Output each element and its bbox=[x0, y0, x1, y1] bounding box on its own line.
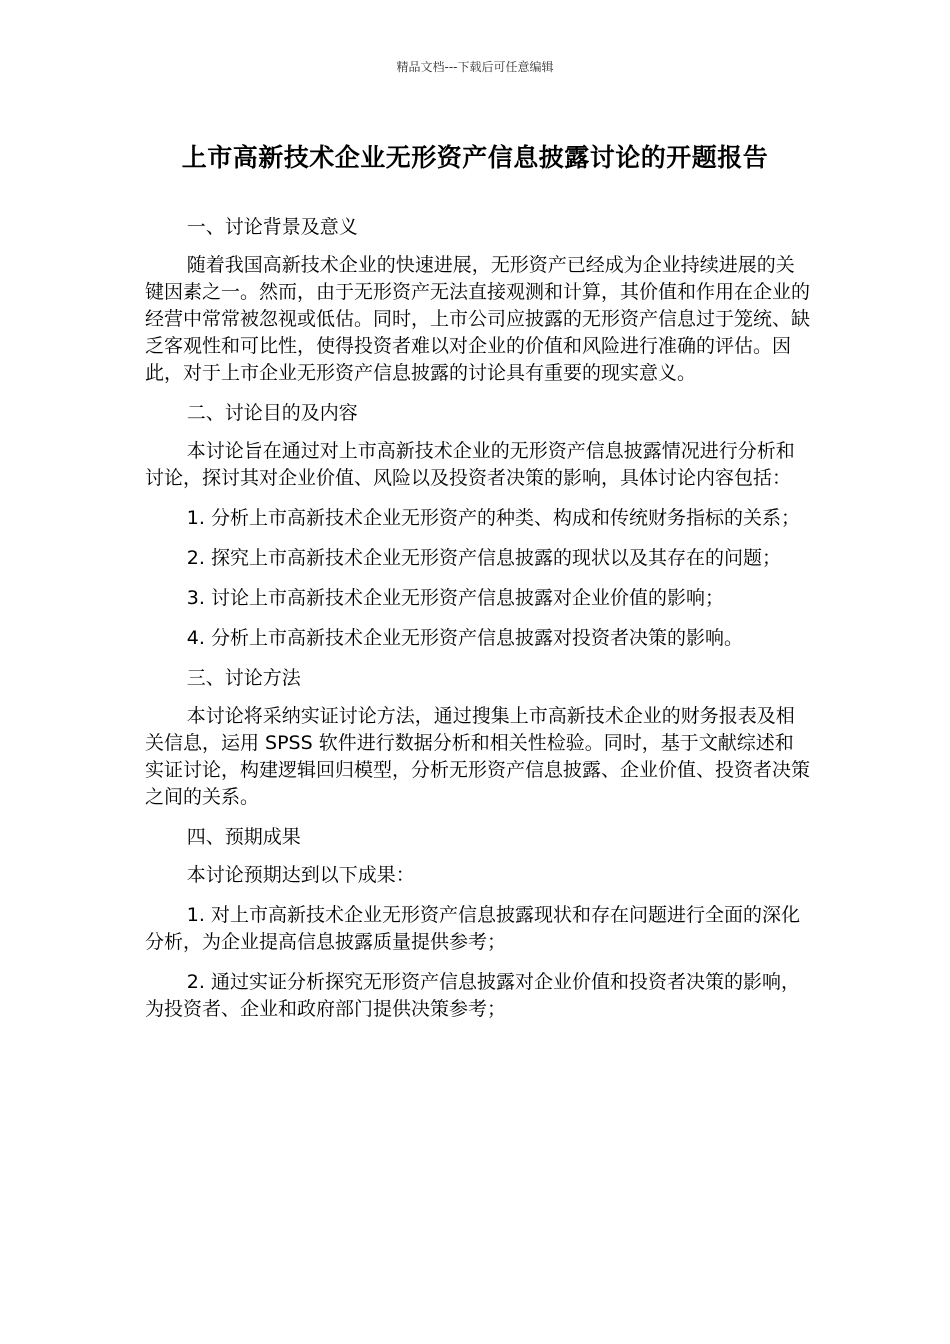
list-item: 1. 对上市高新技术企业无形资产信息披露现状和存在问题进行全面的深化分析，为企业提高信息披露质量提供参考； bbox=[145, 904, 800, 953]
body-paragraph: 本讨论预期达到以下成果： bbox=[186, 864, 415, 886]
body-paragraph: 本讨论将采纳实证讨论方法，通过搜集上市高新技术企业的财务报表及相关信息，运用 SPSS 软件进行数据分析和相关性检验。同时，基于文献综述和实证讨论，构建逻辑回归模型，分析无形资产信息披露、企业价值、投资者决策之间的关系。 bbox=[145, 705, 811, 808]
list-item: 4. 分析上市高新技术企业无形资产信息披露对投资者决策的影响。 bbox=[186, 627, 743, 649]
section-heading: 四、预期成果 bbox=[186, 826, 301, 848]
body-paragraph: 随着我国高新技术企业的快速进展，无形资产已经成为企业持续进展的关键因素之一。然而，由于无形资产无法直接观测和计算，其价值和作用在企业的经营中常常被忽视或低估。同时，上市公司应披露的无形资产信息过于笼统、缺乏客观性和可比性，使得投资者难以对企业的价值和风险进行准确的评估。因此，对于上市企业无形资产信息披露的讨论具有重要的现实意义。 bbox=[145, 254, 811, 384]
section-heading: 三、讨论方法 bbox=[186, 667, 301, 689]
section-heading: 二、讨论目的及内容 bbox=[186, 402, 358, 424]
header-note: 精品文档---下载后可任意编辑 bbox=[396, 60, 554, 74]
section-heading: 一、讨论背景及意义 bbox=[186, 216, 358, 238]
list-item: 2. 通过实证分析探究无形资产信息披露对企业价值和投资者决策的影响，为投资者、企业和政府部门提供决策参考； bbox=[145, 971, 800, 1020]
list-item: 3. 讨论上市高新技术企业无形资产信息披露对企业价值的影响； bbox=[186, 587, 724, 609]
document-body bbox=[145, 214, 810, 1036]
list-item: 2. 探究上市高新技术企业无形资产信息披露的现状以及其存在的问题； bbox=[186, 547, 781, 569]
body-paragraph: 本讨论旨在通过对上市高新技术企业的无形资产信息披露情况进行分析和讨论，探讨其对企业价值、风险以及投资者决策的影响，具体讨论内容包括： bbox=[145, 440, 795, 489]
list-item: 1. 分析上市高新技术企业无形资产的种类、构成和传统财务指标的关系； bbox=[186, 507, 800, 529]
document-title: 上市高新技术企业无形资产信息披露讨论的开题报告 bbox=[181, 143, 769, 172]
